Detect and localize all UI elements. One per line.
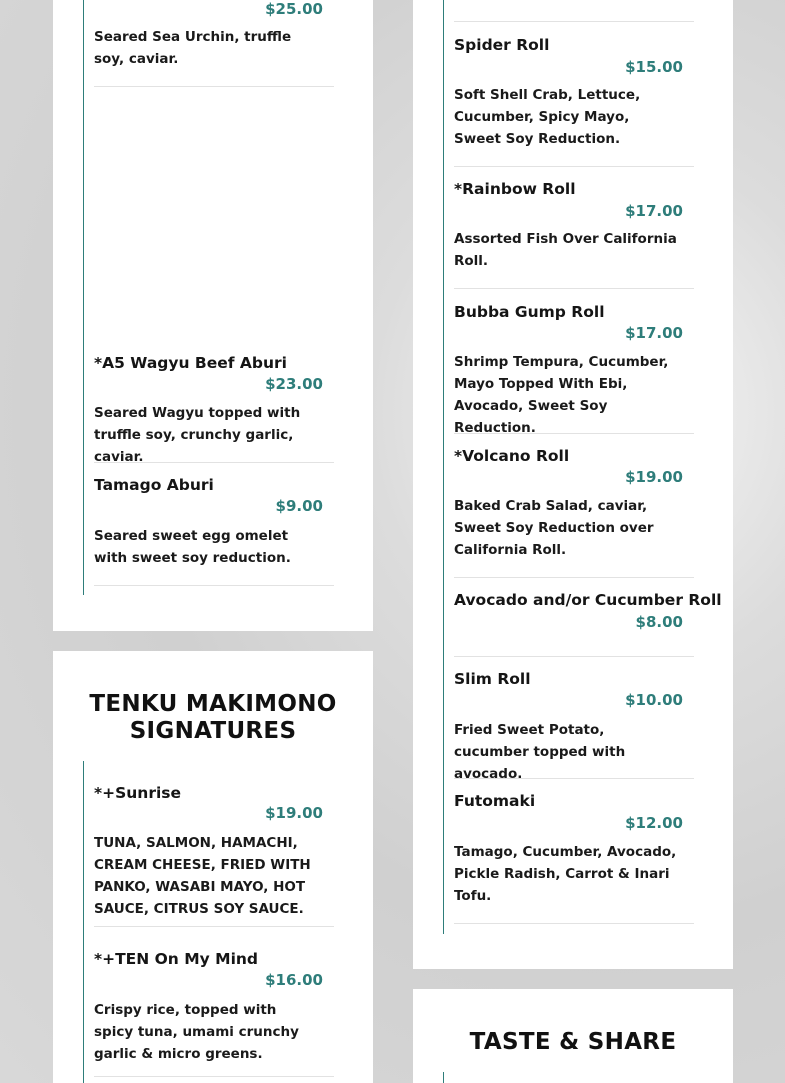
item-divider: [454, 21, 694, 22]
item-divider: [94, 926, 334, 927]
item-name: Futomaki: [454, 792, 536, 810]
item-name: *A5 Wagyu Beef Aburi: [94, 354, 287, 372]
item-divider: [454, 923, 694, 924]
item-divider: [454, 656, 694, 657]
item-divider: [454, 577, 694, 578]
item-divider: [454, 778, 694, 779]
item-price: $10.00: [625, 691, 683, 709]
section-title-line: TENKU MAKIMONO: [89, 691, 337, 717]
item-description: Tamago, Cucumber, Avocado, Pickle Radish, Carrot & Inari Tofu.: [454, 844, 677, 904]
section-accent-rule: [443, 1072, 444, 1083]
item-name: Slim Roll: [454, 670, 531, 688]
item-divider: [94, 462, 334, 463]
item-price: $15.00: [625, 58, 683, 76]
item-name: Avocado and/or Cucumber Roll: [454, 591, 722, 609]
item-name: Spider Roll: [454, 36, 550, 54]
section-accent-rule: [443, 0, 444, 934]
item-price: $9.00: [275, 497, 323, 515]
item-name: *+Sunrise: [94, 784, 182, 802]
item-price: $17.00: [625, 324, 683, 342]
item-price: $16.00: [265, 971, 323, 989]
item-description: Shrimp Tempura, Cucumber, Mayo Topped With Ebi, Avocado, Sweet Soy Reduction.: [454, 354, 669, 436]
menu-card-rolls: [413, 0, 733, 969]
item-price: $25.00: [265, 0, 323, 18]
item-divider: [454, 166, 694, 167]
item-price: $8.00: [635, 613, 683, 631]
menu-card-makimono-signatures: [53, 651, 373, 1083]
item-divider: [454, 288, 694, 289]
item-name: *Rainbow Roll: [454, 180, 576, 198]
item-name: Bubba Gump Roll: [454, 303, 605, 321]
item-name: *+TEN On My Mind: [94, 950, 259, 968]
item-divider: [94, 585, 334, 586]
item-description: Seared Wagyu topped with truffle soy, crunchy garlic, caviar.: [94, 405, 301, 465]
item-price: $12.00: [625, 814, 683, 832]
item-divider: [94, 86, 334, 87]
item-divider: [454, 433, 694, 434]
item-description: Assorted Fish Over California Roll.: [454, 231, 677, 269]
item-divider: [94, 1076, 334, 1077]
section-accent-rule: [83, 0, 84, 595]
section-accent-rule: [83, 761, 84, 1083]
item-name: *Volcano Roll: [454, 447, 570, 465]
item-price: $23.00: [265, 375, 323, 393]
section-title: [53, 691, 373, 745]
item-description: Baked Crab Salad, caviar, Sweet Soy Reduction over California Roll.: [454, 498, 654, 558]
section-title: TASTE & SHARE: [469, 1029, 677, 1055]
item-description: Seared sweet egg omelet with sweet soy reduction.: [94, 528, 291, 566]
item-description: TUNA, SALMON, HAMACHI, CREAM CHEESE, FRIED WITH PANKO, WASABI MAYO, HOT SAUCE, CITRUS SOY SAUCE.: [94, 835, 311, 917]
item-description: Crispy rice, topped with spicy tuna, umami crunchy garlic & micro greens.: [94, 1002, 299, 1062]
item-price: $19.00: [625, 468, 683, 486]
item-description: Seared Sea Urchin, truffle soy, caviar.: [94, 29, 292, 67]
item-price: $19.00: [265, 804, 323, 822]
section-title-line: SIGNATURES: [129, 718, 297, 744]
item-name: Tamago Aburi: [94, 476, 214, 494]
item-price: $17.00: [625, 202, 683, 220]
item-description: Soft Shell Crab, Lettuce, Cucumber, Spicy Mayo, Sweet Soy Reduction.: [454, 87, 641, 147]
menu-card-nigiri-aburi: [53, 0, 373, 631]
item-description: Fried Sweet Potato, cucumber topped with avocado.: [454, 722, 626, 782]
menu-card-taste-share: [413, 989, 733, 1083]
